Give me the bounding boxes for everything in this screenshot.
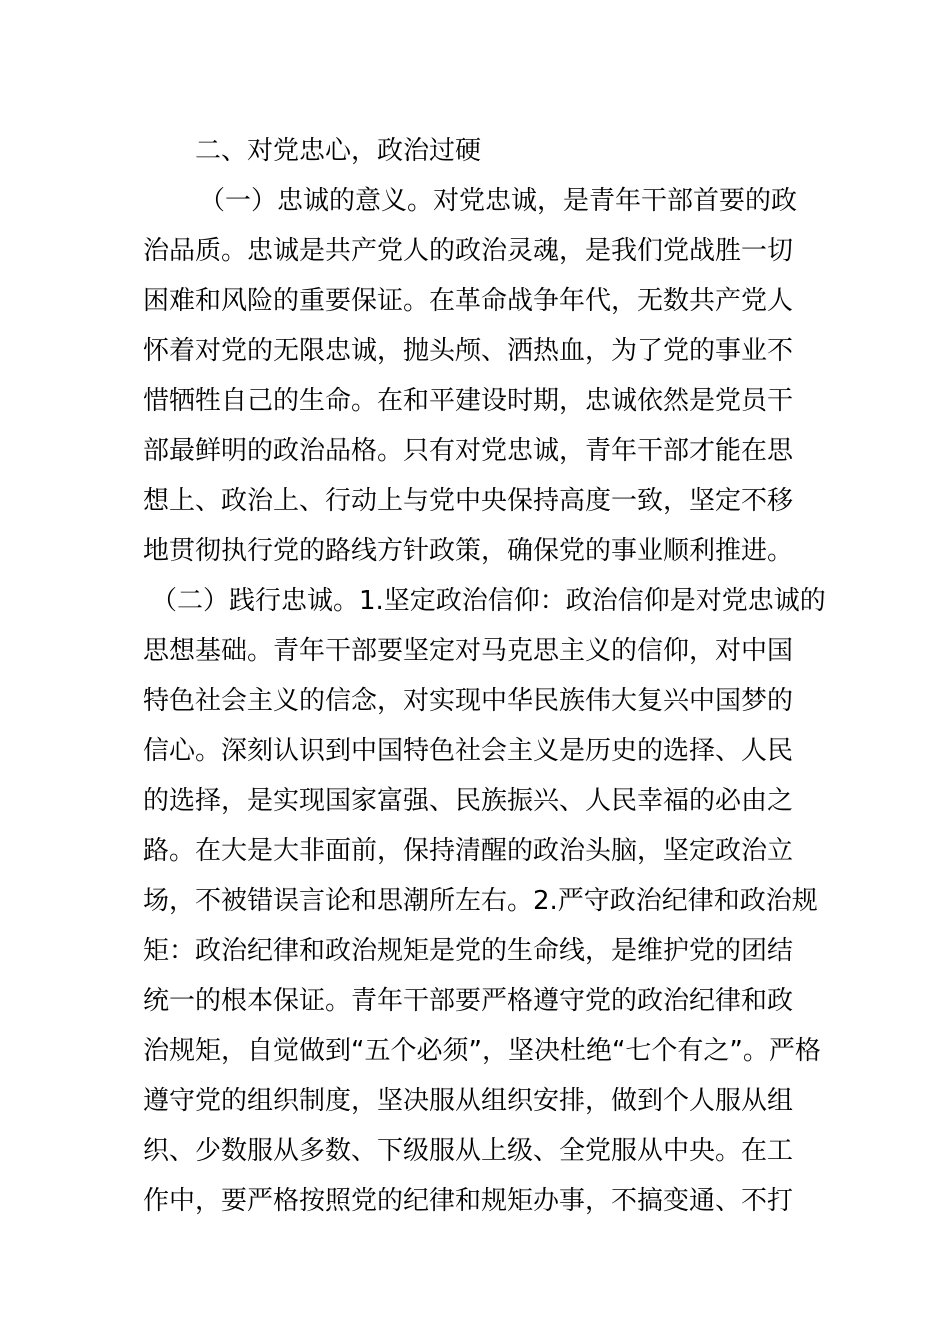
paragraph-line: 惜牺牲自己的生命。在和平建设时期，忠诚依然是党员干: [143, 386, 794, 416]
paragraph-line: （一）忠诚的意义。对党忠诚，是青年干部首要的政: [199, 186, 798, 216]
paragraph-line: 路。在大是大非面前，保持清醒的政治头脑，坚定政治立: [143, 836, 794, 866]
paragraph-line: 部最鲜明的政治品格。只有对党忠诚，青年干部才能在思: [143, 436, 794, 466]
paragraph-line: 特色社会主义的信念，对实现中华民族伟大复兴中国梦的: [143, 686, 794, 716]
section-heading: 二、对党忠心，政治过硬: [195, 136, 482, 166]
paragraph-line: 织、少数服从多数、下级服从上级、全党服从中央。在工: [143, 1136, 794, 1166]
paragraph-line: 怀着对党的无限忠诚，抛头颅、洒热血，为了党的事业不: [143, 336, 794, 366]
paragraph-loyalty-meaning: [143, 176, 813, 576]
paragraph-line: 治规矩，自觉做到“五个必须”，坚决杜绝“七个有之”。严格: [143, 1036, 821, 1066]
document-body: [143, 126, 826, 1226]
paragraph-practice-loyalty: [143, 576, 826, 1226]
paragraph-line: 场，不被错误言论和思潮所左右。2.严守政治纪律和政治规: [143, 886, 818, 916]
paragraph-line: 地贯彻执行党的路线方针政策，确保党的事业顺利推进。: [143, 536, 794, 566]
paragraph-line: 的选择，是实现国家富强、民族振兴、人民幸福的必由之: [143, 786, 794, 816]
paragraph-line: 遵守党的组织制度，坚决服从组织安排，做到个人服从组: [143, 1086, 794, 1116]
paragraph-line: 困难和风险的重要保证。在革命战争年代，无数共产党人: [143, 286, 794, 316]
paragraph-line: 治品质。忠诚是共产党人的政治灵魂，是我们党战胜一切: [143, 236, 794, 266]
paragraph-line: 思想基础。青年干部要坚定对马克思主义的信仰，对中国: [143, 636, 794, 666]
paragraph-line: 统一的根本保证。青年干部要严格遵守党的政治纪律和政: [143, 986, 794, 1016]
paragraph-line: 矩：政治纪律和政治规矩是党的生命线，是维护党的团结: [143, 936, 794, 966]
paragraph-line: 作中，要严格按照党的纪律和规矩办事，不搞变通、不打: [143, 1186, 794, 1216]
paragraph-line: （二）践行忠诚。1.坚定政治信仰：政治信仰是对党忠诚的: [151, 586, 826, 616]
paragraph-line: 想上、政治上、行动上与党中央保持高度一致，坚定不移: [143, 486, 794, 516]
paragraph-line: 信心。深刻认识到中国特色社会主义是历史的选择、人民: [143, 736, 794, 766]
